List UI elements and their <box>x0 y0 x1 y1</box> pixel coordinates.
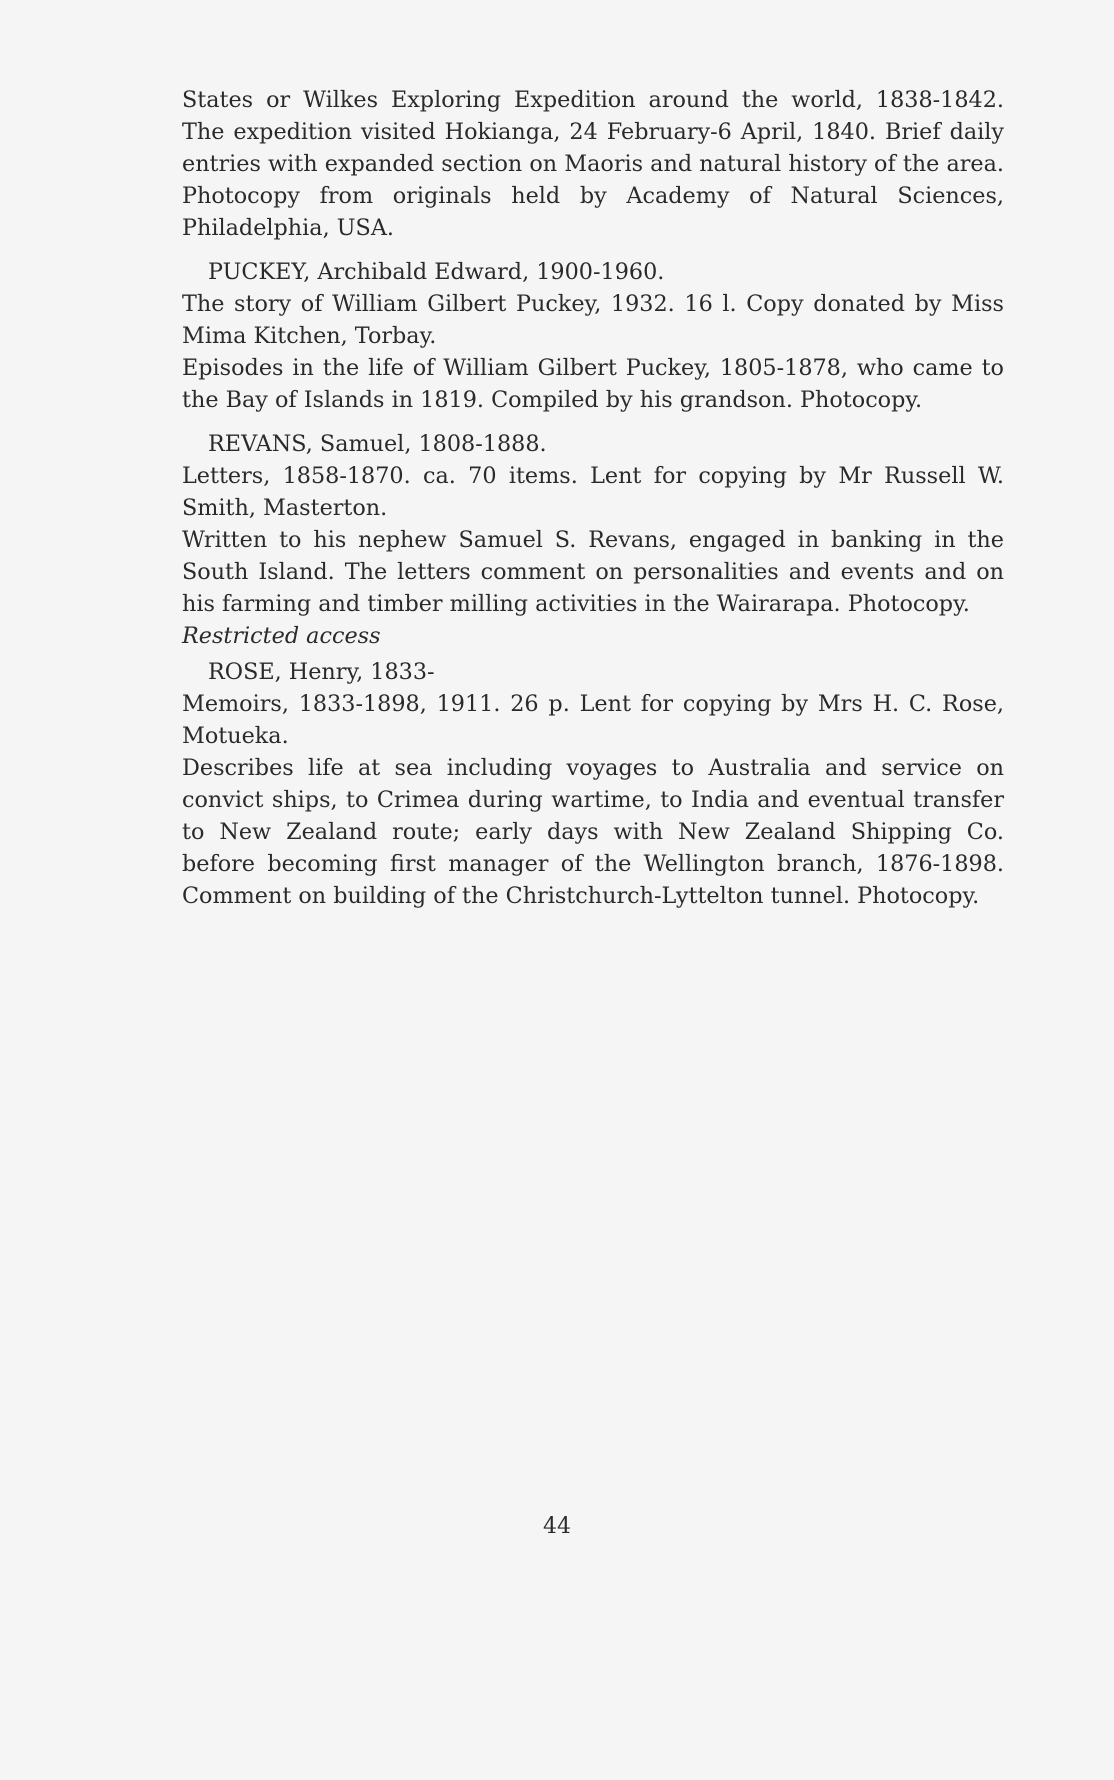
intro-paragraph: States or Wilkes Exploring Expedition around the world, 1838-1842. The expedition visited Hokianga, 24 February-6 April, 1840. Brief daily entries with expanded section on Maoris and natural history of the area. Photocopy from originals held by Academy of Natural Sciences, Philadelphia, USA. <box>182 87 1004 241</box>
page-number: 44 <box>543 1514 571 1539</box>
page-body <box>182 84 1004 912</box>
entry-paragraph: Memoirs, 1833-1898, 1911. 26 p. Lent for copying by Mrs H. C. Rose, Motueka. <box>182 691 1004 749</box>
entry-paragraph: Letters, 1858-1870. ca. 70 items. Lent for copying by Mr Russell W. Smith, Masterton. <box>182 463 1004 521</box>
entry-paragraph: The story of William Gilbert Puckey, 1932. 16 l. Copy donated by Miss Mima Kitchen, Torbay. <box>182 291 1004 349</box>
entry-paragraph: Episodes in the life of William Gilbert Puckey, 1805-1878, who came to the Bay of Islands in 1819. Compiled by his grandson. Photocopy. <box>182 355 1004 413</box>
catalogue-entry-puckey <box>182 256 1004 416</box>
entry-heading: ROSE, Henry, 1833- <box>208 659 435 685</box>
restricted-access-note: Restricted access <box>182 623 381 649</box>
catalogue-entry-revans <box>182 428 1004 652</box>
catalogue-entry-rose <box>182 656 1004 912</box>
entry-paragraph: Describes life at sea including voyages to Australia and service on convict ships, to Crimea during wartime, to India and eventual transfer to New Zealand route; early days with New Zealand Shipping Co. before becoming first manager of the Wellington branch, 1876-1898. Comment on building of the Christchurch-Lyttelton tunnel. Photocopy. <box>182 755 1004 909</box>
entry-heading: PUCKEY, Archibald Edward, 1900-1960. <box>208 259 665 285</box>
entry-heading: REVANS, Samuel, 1808-1888. <box>208 431 547 457</box>
entry-paragraph: Written to his nephew Samuel S. Revans, engaged in banking in the South Island. The letters comment on personalities and events and on his farming and timber milling activities in the Wairarapa. Photocopy. <box>182 527 1004 617</box>
